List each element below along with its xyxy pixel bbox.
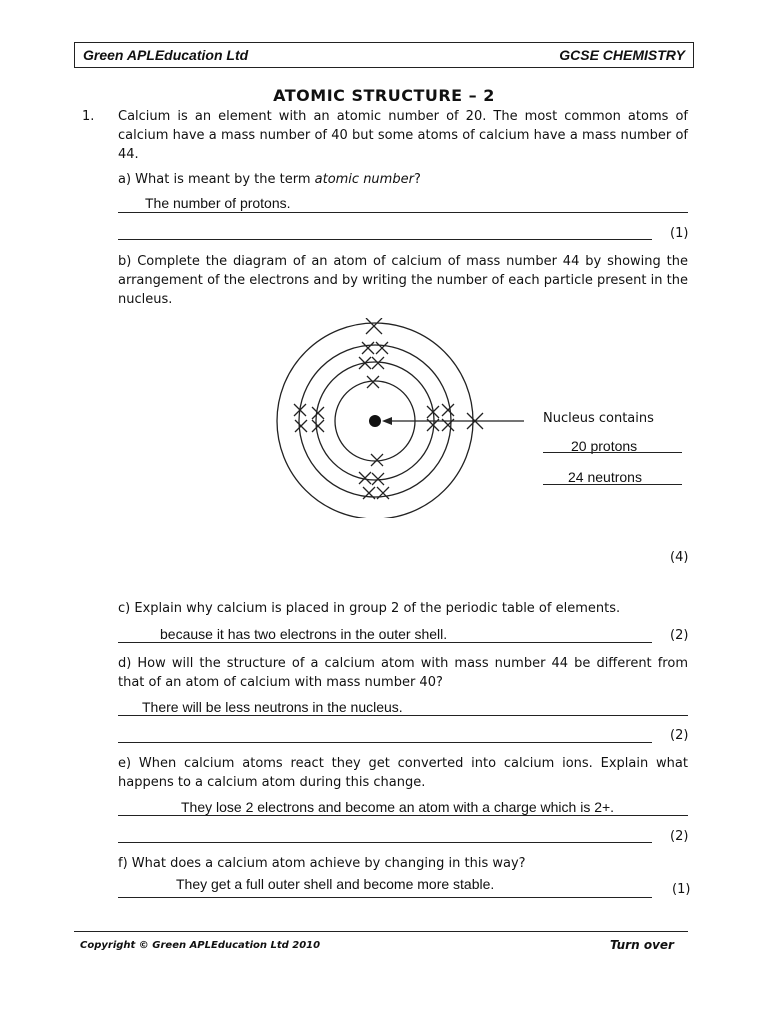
part-c-prompt: c) Explain why calcium is placed in group 2 of the periodic table of elements.: [118, 601, 621, 616]
part-d-mark: (2): [670, 728, 689, 743]
page-title: ATOMIC STRUCTURE – 2: [273, 86, 495, 105]
turn-over-label: Turn over: [610, 938, 674, 952]
electron-cross: [312, 420, 324, 432]
part-a-prompt: a) What is meant by the term atomic number?: [118, 172, 421, 187]
nucleus: [369, 415, 381, 427]
electron-cross: [366, 318, 382, 334]
nucleus-arrowhead: [382, 417, 392, 425]
electron-cross: [312, 407, 324, 419]
electron-cross: [442, 404, 454, 416]
electron-cross: [359, 357, 371, 369]
part-b-mark: (4): [670, 550, 689, 565]
part-e-answer: They lose 2 electrons and become an atom with a charge which is 2+.: [181, 799, 615, 815]
neutrons-line: [543, 484, 682, 485]
part-e-mark: (2): [670, 829, 689, 844]
electron-cross: [295, 420, 307, 432]
part-c-answer: because it has two electrons in the outer shell.: [160, 626, 448, 642]
answer-line: [118, 239, 652, 240]
part-c-mark: (2): [670, 628, 689, 643]
electron-cross: [362, 342, 374, 354]
answer-line: [118, 642, 652, 643]
publisher-name: Green APLEducation Ltd: [83, 47, 249, 63]
answer-line: [118, 815, 688, 816]
answer-line: [118, 715, 688, 716]
footer-rule: [74, 931, 688, 932]
neutrons-answer: 24 neutrons: [568, 469, 642, 485]
protons-answer: 20 protons: [571, 438, 638, 454]
part-f-mark: (1): [672, 882, 691, 897]
answer-line: [118, 742, 652, 743]
copyright-notice: Copyright © Green APLEducation Ltd 2010: [80, 940, 321, 951]
part-f-prompt: f) What does a calcium atom achieve by changing in this way?: [118, 856, 526, 871]
atom-diagram: [270, 318, 530, 518]
part-d-answer: There will be less neutrons in the nucleus.: [142, 699, 403, 715]
answer-line: [118, 842, 652, 843]
protons-line: [543, 452, 682, 453]
part-a-mark: (1): [670, 226, 689, 241]
part-b-prompt: b) Complete the diagram of an atom of calcium of mass number 44 by showing the arrangement of the electrons and by writing the number of each particle present in the nucleus.: [118, 254, 688, 307]
part-f-answer: They get a full outer shell and become more stable.: [176, 876, 495, 892]
question-intro: Calcium is an element with an atomic number of 20. The most common atoms of calcium have a mass number of 40 but some atoms of calcium have a mass number of 44.: [118, 109, 688, 162]
question-number: 1.: [82, 109, 95, 124]
part-e-prompt: e) When calcium atoms react they get converted into calcium ions. Explain what happens to a calcium atom during this change.: [118, 756, 688, 790]
header-box: [74, 42, 694, 68]
nucleus-label: Nucleus contains: [543, 411, 654, 426]
part-a-answer: The number of protons.: [145, 195, 291, 211]
answer-line: [118, 897, 652, 898]
electron-cross: [376, 342, 388, 354]
answer-line: [118, 212, 688, 213]
part-d-prompt: d) How will the structure of a calcium atom with mass number 44 be different from that of an atom of calcium with mass number 40?: [118, 656, 688, 690]
subject-name: GCSE CHEMISTRY: [559, 47, 685, 63]
